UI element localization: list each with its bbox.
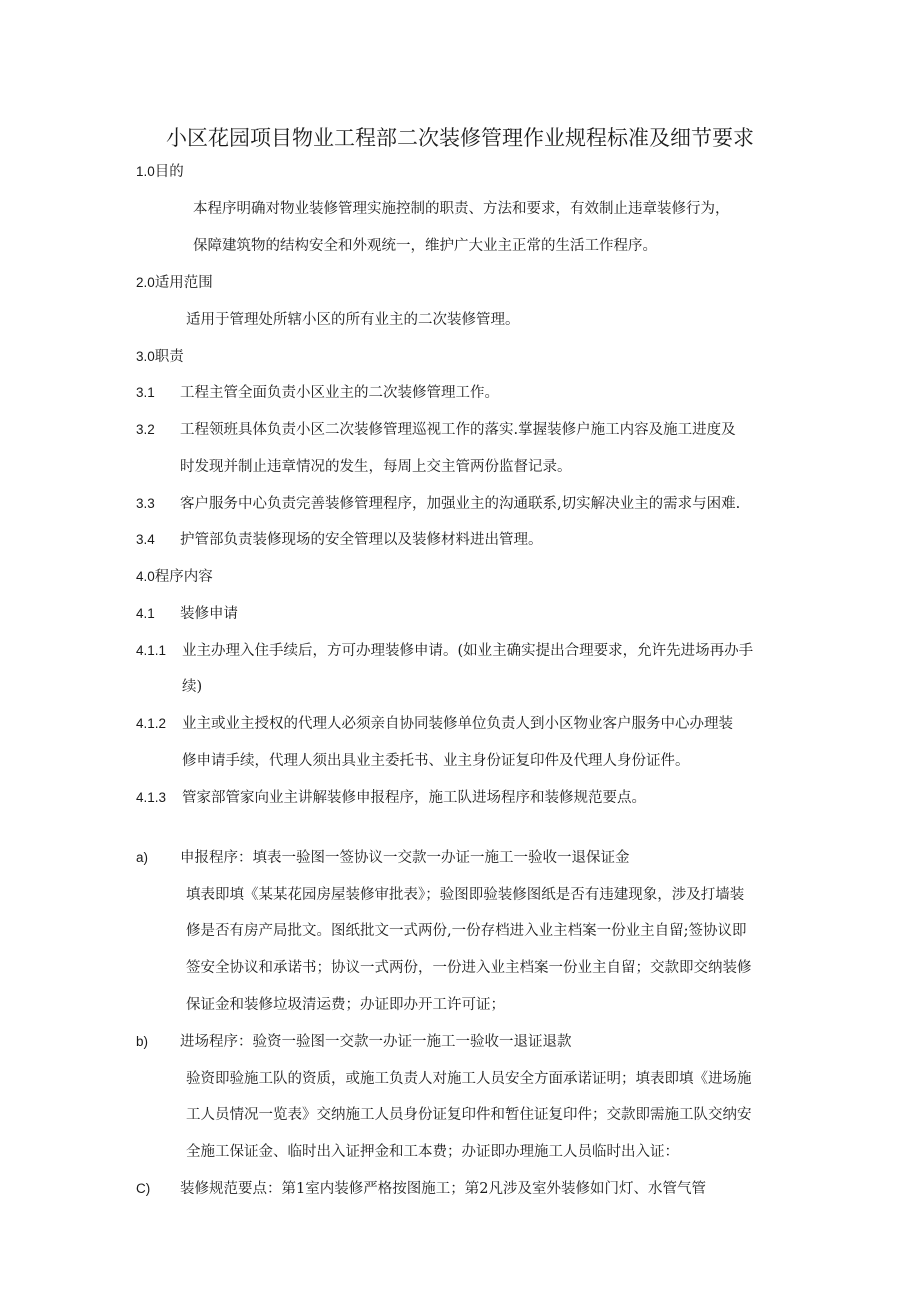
paragraph-line: 客户服务中心负责完善装修管理程序，加强业主的沟通联系,切实解决业主的需求与困难.: [180, 496, 741, 512]
paragraph-line: 修申请手续，代理人须出具业主委托书、业主身份证复印件及代理人身份证件。: [182, 753, 690, 769]
paragraph-line: 本程序明确对物业装修管理实施控制的职责、方法和要求，有效制止违章装修行为，: [193, 201, 730, 217]
paragraph-line: 保障建筑物的结构安全和外观统一，维护广大业主正常的生活工作程序。: [193, 238, 657, 254]
item-number: 4.1.1: [136, 643, 167, 658]
paragraph-line: 进场程序：验资一验图一交款一办证一施工一验收一退证退款: [180, 1034, 572, 1050]
paragraph-line: 申报程序：填表一验图一签协议一交款一办证一施工一验收一退保证金: [180, 850, 630, 866]
paragraph-line: 工程领班具体负责小区二次装修管理巡视工作的落实.掌握装修户施工内容及施工进度及: [180, 422, 736, 438]
sub-item-label: a): [136, 850, 149, 865]
paragraph-line: 验资即验施工队的资质，或施工负责人对施工人员安全方面承诺证明；填表即填《进场施: [186, 1071, 752, 1087]
sub-item-label: b): [136, 1034, 149, 1049]
section-heading: 1.0目的: [136, 164, 184, 180]
page-title: 小区花园项目物业工程部二次装修管理作业规程标准及细节要求: [166, 126, 754, 150]
paragraph-line: 时发现并制止违章情况的发生，每周上交主管两份监督记录。: [180, 459, 572, 475]
item-number: 4.1.3: [136, 790, 167, 805]
paragraph-line: 装修规范要点：第1室内装修严格按图施工；第2凡涉及室外装修如门灯、水管气管: [180, 1181, 706, 1197]
item-number: 4.1.2: [136, 716, 167, 731]
paragraph-line: 全施工保证金、临时出入证押金和工本费；办证即办理施工人员临时出入证：: [186, 1144, 679, 1160]
item-number: 4.1: [136, 606, 155, 621]
section-heading: 2.0适用范围: [136, 275, 213, 291]
paragraph-line: 填表即填《某某花园房屋装修审批表》；验图即验装修图纸是否有违建现象，涉及打墙装: [186, 887, 745, 903]
paragraph-line: 保证金和装修垃圾清运费；办证即办开工许可证；: [186, 997, 505, 1013]
item-number: 3.2: [136, 422, 155, 437]
paragraph-line: 业主办理入住手续后，方可办理装修申请。(如业主确实提出合理要求，允许先进场再办手: [182, 643, 754, 659]
paragraph-line: 管家部管家向业主讲解装修申报程序，施工队进场程序和装修规范要点。: [182, 790, 646, 806]
paragraph-line: 工程主管全面负责小区业主的二次装修管理工作。: [180, 385, 499, 401]
section-heading: 3.0职责: [136, 349, 184, 365]
item-number: 3.4: [136, 532, 155, 547]
paragraph-line: 修是否有房产局批文。图纸批文一式两份,一份存档进入业主档案一份业主自留;签协议即: [186, 923, 747, 939]
paragraph-line: 业主或业主授权的代理人必须亲自协同装修单位负责人到小区物业客户服务中心办理装: [182, 716, 733, 732]
paragraph-line: 续): [182, 679, 203, 695]
paragraph-line: 护管部负责装修现场的安全管理以及装修材料进出管理。: [180, 532, 543, 548]
item-number: 3.1: [136, 385, 155, 400]
item-number: 3.3: [136, 496, 155, 511]
section-heading: 4.0程序内容: [136, 569, 213, 585]
paragraph-line: 签安全协议和承诺书；协议一式两份，一份进入业主档案一份业主自留；交款即交纳装修: [186, 960, 752, 976]
paragraph-line: 工人员情况一览表》交纳施工人员身份证复印件和暂住证复印件；交款即需施工队交纳安: [186, 1107, 752, 1123]
paragraph-line: 装修申请: [180, 606, 238, 622]
paragraph-line: 适用于管理处所辖小区的所有业主的二次装修管理。: [186, 312, 520, 328]
sub-item-label: C): [136, 1181, 151, 1196]
